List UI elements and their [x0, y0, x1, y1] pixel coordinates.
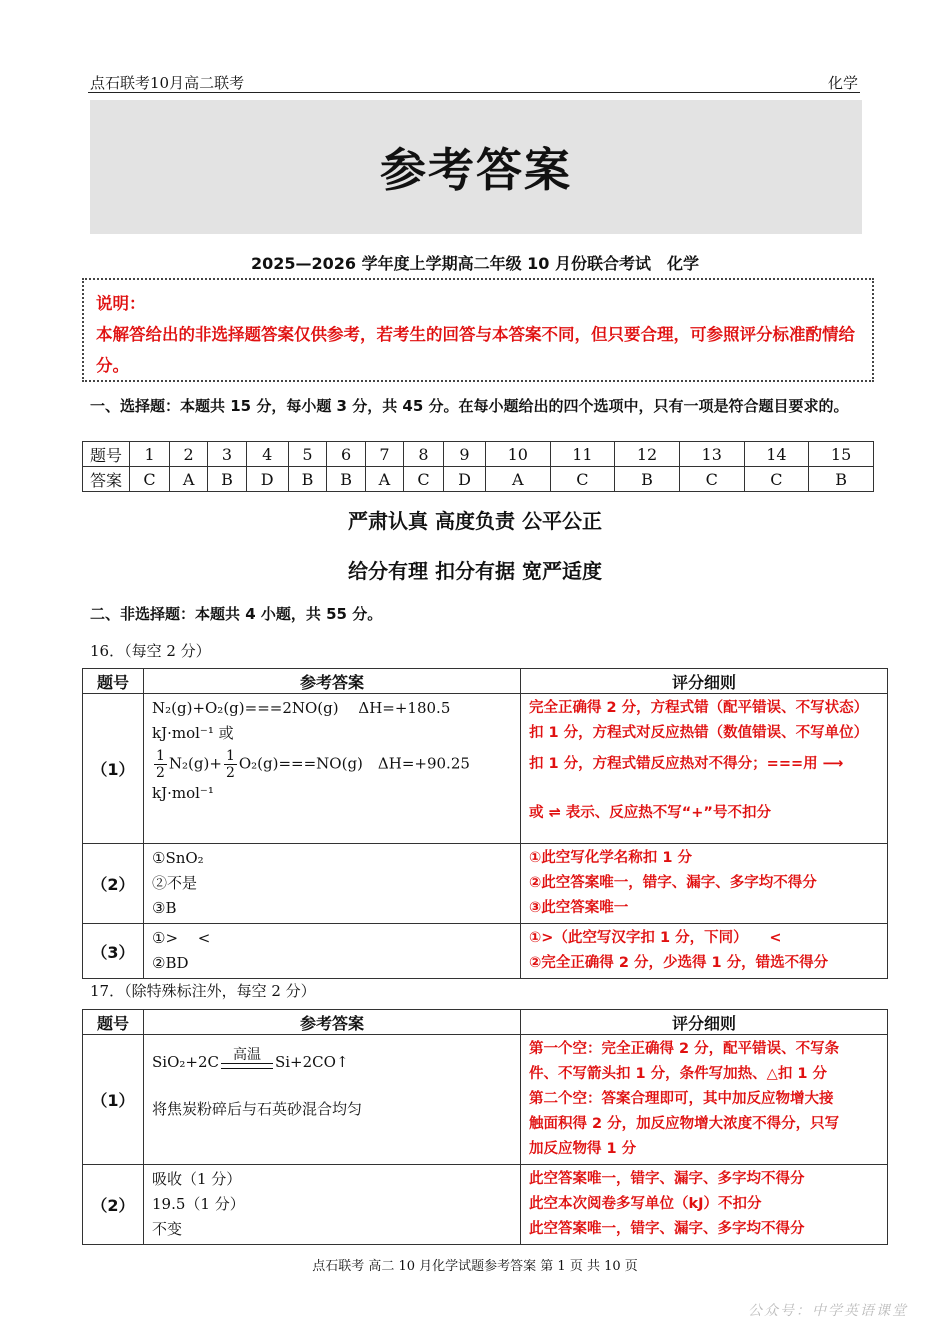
answer-cell [144, 924, 521, 979]
reaction-condition: 高温 [221, 1047, 273, 1075]
motto-line-1: 严肃认真 高度负责 公平公正 [348, 509, 602, 533]
header-rule [88, 92, 860, 93]
row-label: 答案 [83, 467, 130, 492]
criteria-cell [521, 694, 888, 844]
criteria-line: 此空答案唯一，错字、漏字、多字均不得分 [529, 1221, 805, 1237]
question-number-cell: 6 [327, 442, 366, 467]
col-header: 题号 [83, 1010, 144, 1035]
question-number-cell: 1 [130, 442, 170, 467]
question-number-cell: 14 [744, 442, 809, 467]
answer-line: ③B [152, 899, 177, 917]
table-row [83, 924, 888, 979]
col-header: 参考答案 [144, 669, 521, 694]
row-label: 题号 [83, 442, 130, 467]
page-title: 参考答案 [380, 143, 572, 197]
table-row [83, 844, 888, 924]
answer-cell [144, 1035, 521, 1165]
question-number-cell: 11 [550, 442, 615, 467]
criteria-line: 此空本次阅卷多写单位（kJ）不扣分 [529, 1196, 762, 1212]
answer-cell: A [485, 467, 550, 492]
header-right: 化学 [827, 74, 858, 92]
col-header: 评分细则 [521, 1010, 888, 1035]
fraction: $\frac{1}{2}$ [156, 748, 165, 781]
answer-line: ②BD [152, 954, 189, 972]
question-number-cell: 5 [288, 442, 327, 467]
question-number-cell: 3 [208, 442, 247, 467]
number-row [83, 442, 874, 467]
criteria-line: 完全正确得 2 分，方程式错（配平错误、不写状态） [529, 700, 869, 716]
question-number: （2） [83, 844, 144, 924]
question-number-cell: 10 [485, 442, 550, 467]
page-footer: 点石联考 高二 10 月化学试题参考答案 第 1 页 共 10 页 [312, 1259, 638, 1274]
q17-label: 17．（除特殊标注外，每空 2 分） [90, 982, 316, 1000]
answer-cell: C [130, 467, 170, 492]
section2-heading: 二、非选择题：本题共 4 小题，共 55 分。 [90, 605, 383, 623]
criteria-line: ②完全正确得 2 分，少选得 1 分，错选不得分 [529, 955, 829, 971]
criteria-line: ①>（此空写汉字扣 1 分，下同） < [529, 930, 782, 946]
answer-cell [144, 844, 521, 924]
table-row [83, 694, 888, 844]
section1-heading: 一、选择题：本题共 15 分，每小题 3 分，共 45 分。在每小题给出的四个选项中，只有一项是符合题目要求的。 [90, 397, 849, 415]
answer-cell: B [809, 467, 874, 492]
answer-cell: A [170, 467, 208, 492]
equation: SiO₂+2C 高温 Si+2CO↑ [152, 1047, 512, 1075]
col-header: 参考答案 [144, 1010, 521, 1035]
q16-label: 16．（每空 2 分） [90, 642, 211, 660]
criteria-line: 此空答案唯一，错字、漏字、多字均不得分 [529, 1171, 805, 1187]
answer-cell [144, 1165, 521, 1245]
criteria-cell [521, 844, 888, 924]
answer-cell: C [403, 467, 443, 492]
answer-cell [144, 694, 521, 844]
question-number-cell: 13 [679, 442, 744, 467]
equation-1: N₂(g)+O₂(g)===2NO(g) ΔH=+180.5 kJ·mol⁻¹ 或 [152, 699, 451, 742]
note-text: 本解答给出的非选择题答案仅供参考，若考生的回答与本答案不同，但只要合理，可参照评分标准酌情给分。 [96, 325, 855, 375]
question-number-cell: 12 [615, 442, 680, 467]
answer-cell: B [208, 467, 247, 492]
answer-line: ①SnO₂ [152, 849, 204, 867]
exam-subtitle: 2025—2026 学年度上学期高二年级 10 月份联合考试 化学 [250, 254, 700, 273]
answer-line: 将焦炭粉碎后与石英砂混合均匀 [152, 1100, 363, 1118]
question-number: （1） [83, 1035, 144, 1165]
question-number-cell: 8 [403, 442, 443, 467]
question-number-cell: 4 [246, 442, 288, 467]
motto-line-2: 给分有理 扣分有据 宽严适度 [348, 559, 602, 583]
q17-table [82, 1009, 888, 1245]
fraction: $\frac{1}{2}$ [225, 748, 235, 781]
question-number-cell: 7 [365, 442, 403, 467]
criteria-line: 件、不写箭头扣 1 分，条件写加热、△扣 1 分 [529, 1066, 828, 1082]
question-number-cell: 15 [809, 442, 874, 467]
criteria-line: 触面积得 2 分，加反应物增大浓度不得分，只写 [529, 1116, 840, 1132]
equation-2: $\frac{1}{2}$ N₂(g)+ $\frac{1}{2}$ O₂(g)===NO(g) ΔH=+90.25 kJ·mol⁻¹ [152, 748, 470, 802]
criteria-cell [521, 924, 888, 979]
table-row [83, 1035, 888, 1165]
answer-cell: B [327, 467, 366, 492]
answer-cell: B [288, 467, 327, 492]
criteria-line: ②此空答案唯一，错字、漏字、多字均不得分 [529, 875, 817, 891]
note-label: 说明： [96, 294, 146, 313]
question-number: （1） [83, 694, 144, 844]
note-box [82, 278, 874, 382]
answer-cell: D [444, 467, 486, 492]
answer-line: 吸收（1 分） [152, 1170, 242, 1188]
answer-cell: C [744, 467, 809, 492]
choice-answer-table [82, 441, 874, 492]
answer-cell: A [365, 467, 403, 492]
answer-cell: C [550, 467, 615, 492]
answer-line: 19.5（1 分） [152, 1195, 245, 1213]
title-banner [90, 100, 862, 234]
criteria-cell [521, 1165, 888, 1245]
criteria-line: 扣 1 分，方程式对反应热错（数值错误、不写单位） [529, 725, 869, 741]
col-header: 题号 [83, 669, 144, 694]
answer-line: ②不是 [152, 874, 198, 892]
answer-line: 不变 [152, 1220, 183, 1238]
question-number-cell: 2 [170, 442, 208, 467]
answer-cell: B [615, 467, 680, 492]
answer-row [83, 467, 874, 492]
criteria-line: 第一个空：完全正确得 2 分，配平错误、不写条 [529, 1041, 840, 1057]
criteria-cell [521, 1035, 888, 1165]
header-left: 点石联考10月高二联考 [90, 74, 245, 92]
table-row [83, 1165, 888, 1245]
criteria-line: 扣 1 分，方程式错反应热对不得分；===用 ⟶ [529, 756, 844, 772]
criteria-line: 或 ⇌ 表示、反应热不写“+”号不扣分 [529, 805, 771, 821]
question-number-cell: 9 [444, 442, 486, 467]
question-number: （3） [83, 924, 144, 979]
watermark: 公众号：中学英语课堂 [748, 1303, 908, 1319]
criteria-line: ③此空答案唯一 [529, 900, 629, 916]
col-header: 评分细则 [521, 669, 888, 694]
criteria-line: 加反应物得 1 分 [529, 1141, 637, 1157]
q16-table [82, 668, 888, 979]
answer-cell: D [246, 467, 288, 492]
criteria-line: ①此空写化学名称扣 1 分 [529, 850, 692, 866]
question-number: （2） [83, 1165, 144, 1245]
answer-cell: C [679, 467, 744, 492]
criteria-line: 第二个空：答案合理即可，其中加反应物增大接 [529, 1091, 834, 1107]
answer-line: ①> < [152, 929, 211, 947]
